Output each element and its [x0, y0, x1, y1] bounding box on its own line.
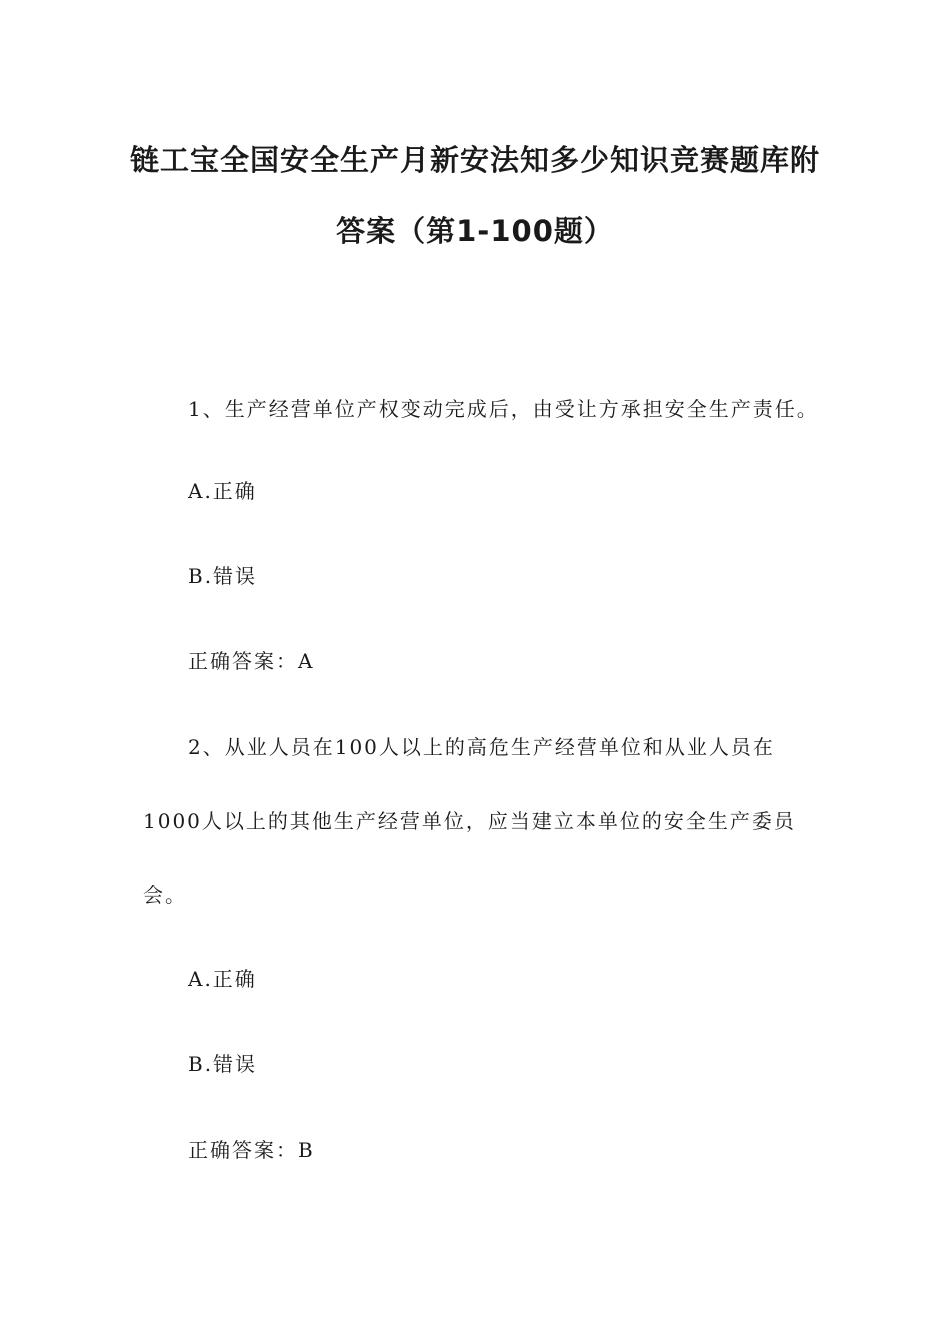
question-2-option-a: A.正确	[188, 967, 257, 991]
question-1-text: 1、生产经营单位产权变动完成后，由受让方承担安全生产责任。	[188, 397, 819, 421]
question-2-text-line-2: 1000人以上的其他生产经营单位，应当建立本单位的安全生产委员	[143, 809, 796, 833]
question-1-answer: 正确答案：A	[188, 649, 315, 673]
document-title-line-2: 答案（第1-100题）	[336, 214, 614, 248]
document-title-line-1: 链工宝全国安全生产月新安法知多少知识竞赛题库附	[129, 143, 820, 177]
question-2-text-line-1: 2、从业人员在100人以上的高危生产经营单位和从业人员在	[188, 735, 775, 759]
question-2-text-line-3: 会。	[143, 883, 187, 907]
question-1-option-a: A.正确	[188, 479, 257, 503]
question-2-answer: 正确答案：B	[188, 1138, 315, 1162]
question-1-option-b: B.错误	[188, 564, 258, 588]
question-2-option-b: B.错误	[188, 1052, 258, 1076]
